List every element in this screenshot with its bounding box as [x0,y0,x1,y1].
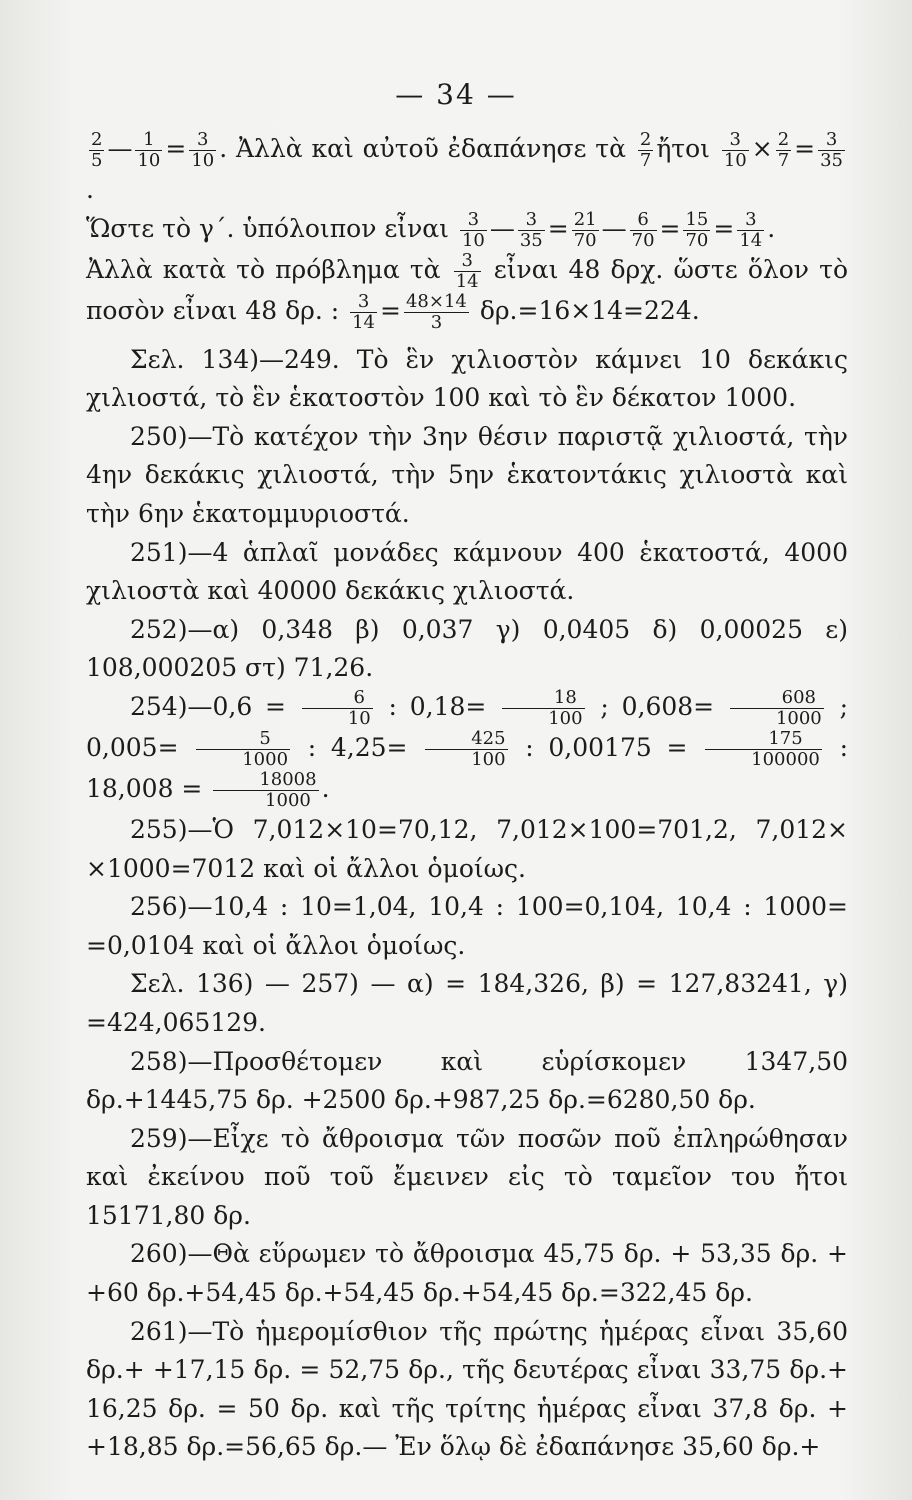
line-fractions-3: Ἀλλὰ κατὰ τὸ πρόβλημα τὰ $\frac{3}{14}$ εἶναι 48 δρχ. ὥστε ὅλον τὸ ποσὸν εἶναι 48 δρ. : $\frac{3}{14}$ = $\frac{48\times 14}{3}$ δρ.=16×14=224. [86,249,848,333]
fraction: $\frac{3}{35}$ [820,129,843,171]
fraction: $\frac{3}{10}$ [461,208,485,251]
fraction: $\frac{1}{10}$ [137,129,161,171]
fraction: $\frac{15}{70}$ [685,208,709,251]
fraction: $\frac{18}{100}$ [502,688,584,729]
line-fractions-2: Ὥστε τὸ γ΄. ὑπόλοιπον εἶναι $\frac{3}{10}$ — $\frac{3}{35}$ = $\frac{21}{70}$ — $\frac{6}{70}$ = $\frac{15}{70}$ = $\frac{3}{14}$ . [86,208,776,251]
fraction: $\frac{2}{7}$ [777,129,790,171]
fraction: $\frac{175}{100000}$ [705,729,822,770]
paragraph-260: 260)—Θὰ εὕρωμεν τὸ ἄθροισμα 45,75 δρ. + 53,35 δρ. + +60 δρ.+54,45 δρ.+54,45 δρ.+54,45 δρ.=322,45 δρ. [86,1239,848,1308]
paragraph-252: 252)—α) 0,348 β) 0,037 γ) 0,0405 δ) 0,00025 ε) 108,000205 στ) 71,26. [86,614,848,683]
fraction: $\frac{3}{14}$ [352,290,376,333]
paragraph-256: 256)—10,4 : 10=1,04, 10,4 : 100=0,104, 10,4 : 1000= =0,0104 καὶ οἱ ἄλλοι ὁμοίως. [86,892,848,960]
fraction: $\frac{425}{100}$ [425,729,507,770]
fraction: $\frac{6}{70}$ [631,208,655,251]
fraction: $\frac{3}{10}$ [191,129,215,171]
fraction: $\frac{21}{70}$ [573,208,597,251]
fraction: $\frac{3}{35}$ [519,208,543,251]
fraction: $\frac{3}{14}$ [739,208,763,251]
paragraph-249: Σελ. 134)—249. Τὸ ἓν χιλιοστὸν κάμνει 10 δεκάκις χιλιοστά, τὸ ἓν ἑκατοστὸν 100 καὶ τὸ ἓν δέκατον 1000. [86,344,848,413]
paragraph-257: Σελ. 136) — 257) — α) = 184,326, β) = 127,83241, γ) =424,065129. [86,969,848,1037]
fraction: $\frac{608}{1000}$ [730,688,824,729]
fraction: $\frac{6}{10}$ [302,688,373,729]
paragraph-254: 254)—0,6 = $\frac{6}{10}$ : 0,18= $\frac{18}{100}$ ; 0,608= $\frac{608}{1000}$ ; 0,005= $\frac{5}{1000}$ : 4,25= $\frac{425}{100}$ : 0,00175 = $\frac{175}{100000}$ : 18,008 = $\frac{18008}{1000}$ . [86,686,848,811]
paragraph-261: 261)—Τὸ ἡμερομίσθιον τῆς πρώτης ἡμέρας εἶναι 35,60 δρ.+ +17,15 δρ. = 52,75 δρ., τῆς δευτέρας εἶναι 33,75 δρ.+ 16,25 δρ. = 50 δρ. καὶ τῆς τρίτης ἡμέρας εἶναι 37,8 δρ. + +18,85 δρ.=56,65 δρ.— Ἐν ὅλῳ δὲ ἐδαπάνησε 35,60 δρ.+ [86,1316,848,1462]
fraction: $\frac{3}{10}$ [723,129,747,171]
fraction: $\frac{3}{14}$ [455,249,479,292]
page-body [86,130,848,1467]
fraction: $\frac{5}{1000}$ [196,729,290,770]
fraction: $\frac{2}{7}$ [639,129,652,171]
paragraph-258: 258)—Προσθέτομεν καὶ εὑρίσκομεν 1347,50 δρ.+1445,75 δρ. +2500 δρ.+987,25 δρ.=6280,50 δρ. [86,1046,848,1115]
page-number: — 34 — [395,78,517,111]
fraction: $\frac{2}{5}$ [91,129,103,171]
fraction: $\frac{18008}{1000}$ [213,770,318,811]
paragraph-251: 251)—4 ἁπλαῖ μονάδες κάμνουν 400 ἑκατοστά, 4000 χιλιοστὰ καὶ 40000 δεκάκις χιλιοστά. [86,537,848,606]
fraction: $\frac{48\times 14}{3}$ [405,290,467,333]
paragraph-250: 250)—Τὸ κατέχον τὴν 3ην θέσιν παριστᾷ χιλιοστά, τὴν 4ην δεκάκις χιλιοστά, τὴν 5ην ἑκατοντάκις χιλιοστὰ καὶ τὴν 6ην ἑκατομμυριοστά. [86,421,848,528]
line-fractions-1: $\frac{2}{5}$ — $\frac{1}{10}$ = $\frac{3}{10}$ . Ἀλλὰ καὶ αὐτοῦ ἐδαπάνησε τὰ $\frac{2}{7}$ ἤτοι $\frac{3}{10}$ × $\frac{2}{7}$ = $\frac{3}{35}$ . [86,129,843,204]
paragraph-259: 259)—Εἶχε τὸ ἄθροισμα τῶν ποσῶν ποῦ ἐπληρώθησαν καὶ ἐκείνου ποῦ τοῦ ἔμεινεν εἰς τὸ ταμεῖον του ἤτοι 15171,80 δρ. [86,1123,848,1230]
paragraph-255: 255)—Ὁ 7,012×10=70,12, 7,012×100=701,2, 7,012× ×1000=7012 καὶ οἱ ἄλλοι ὁμοίως. [86,814,848,883]
